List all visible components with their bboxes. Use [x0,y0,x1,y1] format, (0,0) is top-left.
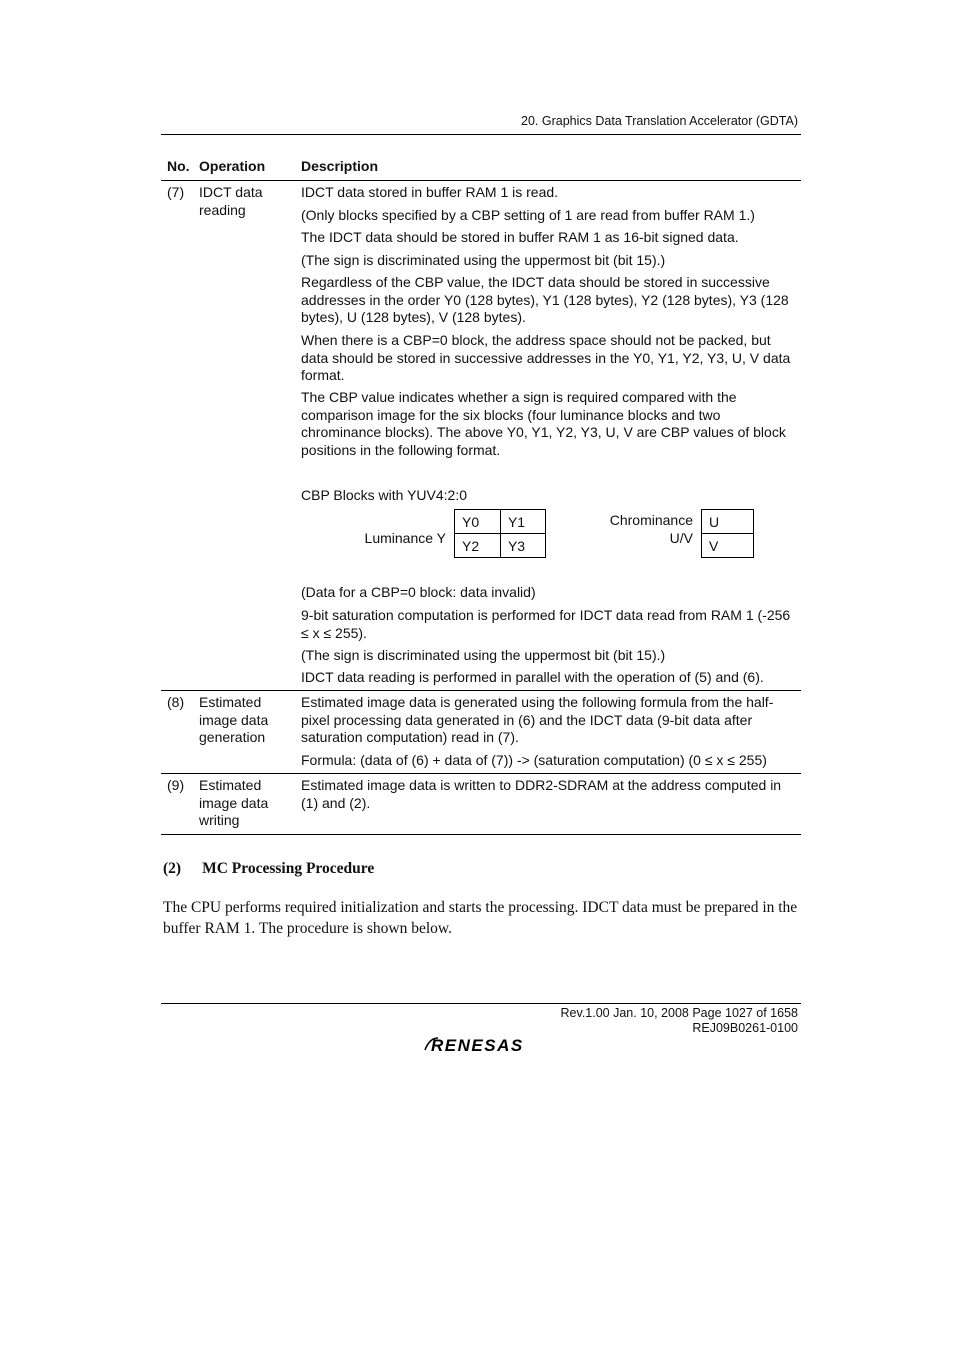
footer-doc-number: REJ09B0261-0100 [692,1021,798,1035]
column-header-operation: Operation [199,158,266,174]
description-paragraph: (Only blocks specified by a CBP setting of 1 are read from buffer RAM 1.) [301,207,755,223]
luminance-label: Luminance Y [364,530,446,546]
chrominance-block-grid [701,509,754,558]
cbp-cell-u: U [702,510,754,534]
footer-rule [161,1003,801,1004]
description-paragraph: 9-bit saturation computation is performed for IDCT data read from RAM 1 (-256 ≤ x ≤ 255). [301,607,791,641]
renesas-logo-text: RENESAS [431,1036,524,1054]
description-paragraph: Estimated image data is generated using the following formula from the half-pixel processing data generated in (6) and the IDCT data (9-bit data after saturation computation) read in (7). [301,694,774,746]
row-operation: Estimated image data generation [199,694,269,746]
row-number: (7) [167,184,185,200]
running-header: 20. Graphics Data Translation Accelerator (GDTA) [521,114,798,128]
row-operation: IDCT data reading [199,184,263,218]
column-header-description: Description [301,158,379,174]
cbp-cell-y0: Y0 [455,510,501,534]
description-paragraph: Regardless of the CBP value, the IDCT data should be stored in successive addresses in the order Y0 (128 bytes), Y1 (128 bytes), Y2 (128 bytes), Y3 (128 bytes), U (128 bytes), V (128 bytes). [301,274,789,326]
description-paragraph: The IDCT data should be stored in buffer RAM 1 as 16-bit signed data. [301,229,739,245]
body-paragraph: The CPU performs required initialization and starts the processing. IDCT data must be prepared in the buffer RAM 1. The procedure is shown below. [163,899,798,937]
chrominance-label: Chrominance [609,512,693,528]
description-paragraph: IDCT data reading is performed in parallel with the operation of (5) and (6). [301,669,764,685]
row-operation: Estimated image data writing [199,777,269,829]
header-rule [161,134,801,135]
description-paragraph: Estimated image data is written to DDR2-SDRAM at the address computed in (1) and (2). [301,777,782,811]
section-heading [163,860,374,878]
chrominance-label-uv: U/V [669,530,693,546]
footer-revision: Rev.1.00 Jan. 10, 2008 Page 1027 of 1658 [560,1006,798,1020]
row-number: (9) [167,777,185,793]
description-paragraph: IDCT data stored in buffer RAM 1 is read. [301,184,559,200]
column-header-no: No. [167,158,190,174]
cbp-cell-y3: Y3 [500,534,545,558]
table-header-rule [161,180,801,181]
row-number: (8) [167,694,185,710]
renesas-logo [422,1034,542,1059]
description-paragraph: (The sign is discriminated using the uppermost bit (bit 15).) [301,252,666,268]
description-paragraph: When there is a CBP=0 block, the address space should not be packed, but data should be stored in successive addresses in the Y0, Y1, Y2, Y3, U, V data format. [301,332,791,384]
table-bottom-rule [161,834,801,835]
section-number: (2) [163,860,182,877]
cbp-cell-y1: Y1 [500,510,545,534]
description-paragraph: (Data for a CBP=0 block: data invalid) [301,584,536,600]
section-title: MC Processing Procedure [202,860,375,877]
description-paragraph: Formula: (data of (6) + data of (7)) -> (saturation computation) (0 ≤ x ≤ 255) [301,752,767,768]
cbp-cell-v: V [702,534,754,558]
luminance-block-grid [454,509,546,558]
description-paragraph: The CBP value indicates whether a sign is required compared with the comparison image for the six blocks (four luminance blocks and two chrominance blocks). The above Y0, Y1, Y2, Y3, U, V are CBP values of block positions in the following format. [301,389,786,458]
description-paragraph: (The sign is discriminated using the uppermost bit (bit 15).) [301,647,666,663]
row-divider [161,773,801,774]
cbp-title: CBP Blocks with YUV4:2:0 [301,487,468,503]
row-divider [161,690,801,691]
cbp-cell-y2: Y2 [455,534,501,558]
